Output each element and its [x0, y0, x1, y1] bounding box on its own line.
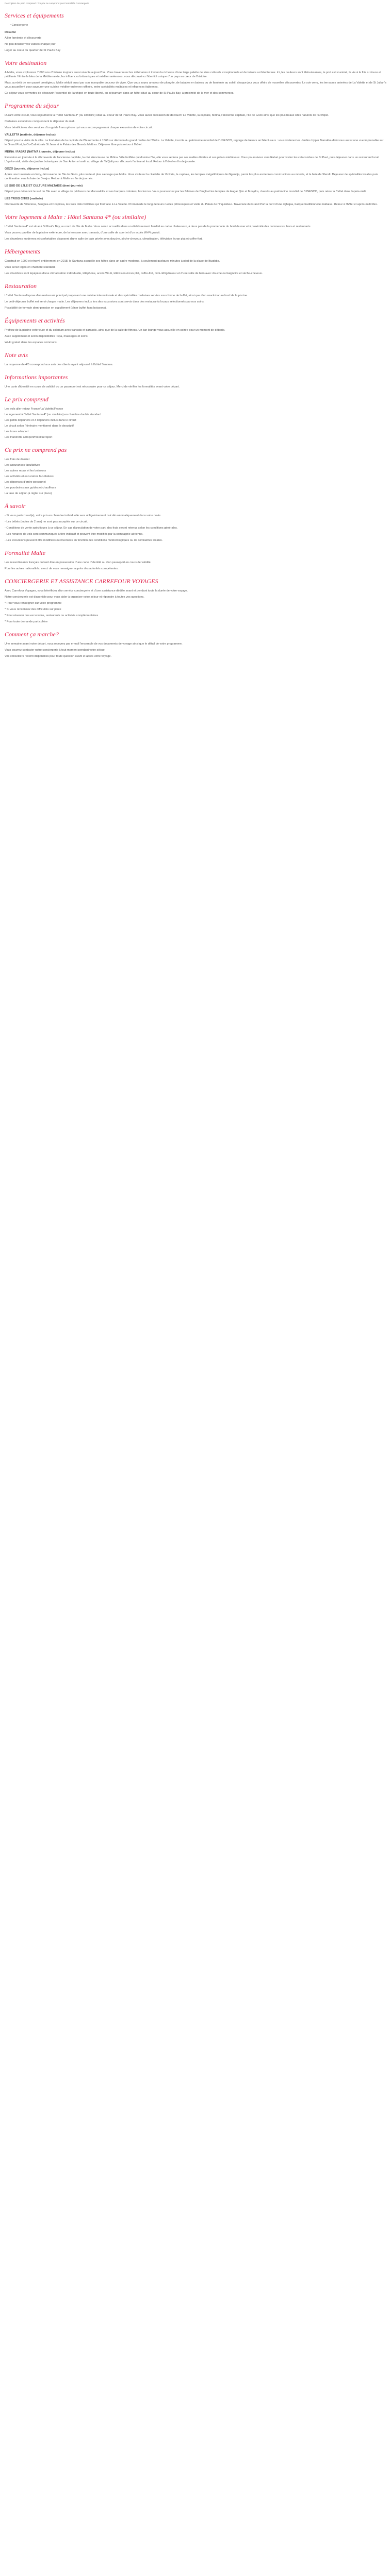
paragraph: Loger au coeur du quartier de St Paul's Bay — [5, 49, 61, 52]
know-section — [5, 503, 386, 543]
exclude-item: Les dépenses d'ordre personnel — [5, 481, 46, 484]
paragraph: L'hôtel Santana 4* est situé à St Paul's Bay, au nord de l'île de Malte. Vous serez accueillis dans un établissement familial au cadre chaleureux, à deux pas de la promenade du bord de mer et à proximité des commerces, bars et restaurants. — [5, 225, 312, 228]
know-paragraph: - Les excursions peuvent être modifiées ou inversées en fonction des conditions météorologiques ou de contraintes locales. — [5, 539, 163, 542]
day-text: Après une traversée en ferry, découverte de l'île de Gozo, plus verte et plus sauvage que Malte. Vous visiterez la citadelle de Victoria, la capitale, les temples mégalithiques de Ggantija, parmi les plus anciennes constructions au monde, et la baie de Xlendi. Déjeuner de spécialités locales puis continuation vers la baie de Dwejra. Retour à Malte en fin de journée. — [5, 173, 378, 180]
formalities-title: Formalité Malte — [5, 549, 45, 556]
paragraph: Le petit-déjeuner buffet est servi chaque matin. Les déjeuners inclus lors des excursions sont servis dans des restaurants locaux sélectionnés par nos soins. — [5, 300, 205, 303]
section-title: Hébergements — [5, 248, 40, 255]
price-includes — [5, 396, 386, 439]
page-content — [0, 0, 391, 667]
section-title: Restauration — [5, 282, 37, 290]
how-title: Comment ça marche? — [5, 631, 59, 638]
paragraph: A Malte, vous explorerez 7 000 ans d'histoire toujours aussi vivante aujourd'hui. Vous traverserez les millénaires à travers la richesse d'une large palette de sites culturels exceptionnels et de trésors architecturaux. Ici, les couleurs sont éblouissantes, le port est si animé, la vie à la fois si douce et pétillante ! Entre le bleu de la Méditerranée, les influences britanniques et méditerranéennes, vous découvrirez l'identité unique d'un pays au cœur de l'histoire. — [5, 71, 381, 78]
formalities-list — [5, 561, 386, 571]
exclude-item: La taxe de séjour (à régler sur place) — [5, 492, 52, 495]
include-item: Les vols aller-retour France/La Valette/France — [5, 408, 63, 411]
content-section — [5, 60, 386, 95]
how-list — [5, 642, 386, 658]
top-note: Description Du parc comprend / Ce prix ne comprend pas Formalités Conciergerie — [5, 2, 89, 5]
section-title: Votre destination — [5, 59, 47, 66]
content-section — [5, 103, 386, 207]
exclude-item: Les autres repas et les boissons — [5, 469, 46, 472]
paragraph: Ce séjour vous permettra de découvrir l'essentiel de l'archipel en toute liberté, en séjournant dans un hôtel situé au cœur de St Paul's Bay, à proximité de la mer et des commerces. — [5, 92, 234, 95]
paragraph: Wi-Fi gratuit dans les espaces communs. — [5, 341, 58, 344]
include-item: Les taxes aéroport — [5, 430, 29, 433]
exclude-item: Les activités et excursions facultatives — [5, 475, 54, 478]
section-title: Programme du séjour — [5, 102, 59, 109]
concierge-paragraph: Avec Carrefour Voyages, vous bénéficiez d'un service conciergerie et d'une assistance dédiée avant et pendant toute la durée de votre voyage. — [5, 589, 188, 592]
day-text: Départ pour la visite de la ville. La fondation de la capitale de l'île remonte à 1566 sur décision du grand maître de l'Ordre. La Valette, inscrite au patrimoine mondial de l'UNESCO, regorge de trésors architecturaux : vous visiterez les Jardins Upper Barrakka d'où vous aurez une vue imprenable sur le Grand Port, la Co-Cathédrale St Jean et le Palais des Grands Maîtres. Déjeuner libre puis retour à l'hôtel. — [5, 139, 384, 146]
day-text: Excursion en journée à la découverte de l'ancienne capitale, la cité silencieuse de Mdina. Ville fortifiée qui domine l'île, elle vous séduira par ses ruelles étroites et ses palais médiévaux. Vous poursuivrez vers Rabat pour visiter les catacombes de St Paul, puis déjeuner dans un restaurant local. L'après-midi, visite des jardins botaniques de San Anton et arrêt au village de Ta'Qali pour découvrir l'artisanat local. Retour à l'hôtel en fin de journée. — [5, 156, 380, 163]
paragraph: L'hôtel Santana dispose d'un restaurant principal proposant une cuisine internationale et des spécialités maltaises servies sous forme de buffet, ainsi que d'un snack-bar au bord de la piscine. — [5, 294, 248, 297]
paragraph: Vous pourrez profiter de la piscine extérieure, de la terrasse avec transats, d'une salle de sport et d'un accès Wi-Fi gratuit. — [5, 231, 160, 234]
day-heading: VALLETTA (matinée, déjeuner inclus) — [5, 133, 56, 137]
content-section — [5, 214, 386, 241]
day-heading: GOZO (journée, déjeuner inclus) — [5, 167, 50, 171]
concierge-paragraph: Notre conciergerie est disponible pour vous aider à organiser votre séjour et répondre à toutes vos questions. — [5, 596, 144, 599]
content-section — [5, 317, 386, 345]
content-section — [5, 352, 386, 367]
concierge-section — [5, 578, 386, 624]
paragraph: Les chambres modernes et confortables disposent d'une salle de bain privée avec douche, sèche-cheveux, climatisation, télévision écran plat et coffre-fort. — [5, 238, 203, 241]
bullet-item: • Conciergerie — [10, 23, 386, 27]
paragraph: Vous bénéficierez des services d'un guide francophone qui vous accompagnera à chaque excursion de votre circuit. — [5, 126, 153, 129]
paragraph: Certaines excursions comprennent le déjeuner du midi. — [5, 120, 75, 123]
concierge-paragraph: * Pour vous renseigner sur votre programme — [5, 602, 62, 605]
content-section — [5, 283, 386, 310]
paragraph: Les chambres sont équipées d'une climatisation individuelle, téléphone, accès Wi-Fi, télévision écran plat, coffre-fort, mini-réfrigérateur et d'une salle de bain avec douche ou baignoire et sèche-cheveux. — [5, 272, 263, 275]
include-item: Les transferts aéroport/hôtel/aéroport — [5, 436, 53, 439]
include-item: Le circuit selon l'itinéraire mentionné dans le descriptif — [5, 425, 74, 428]
know-paragraph: - Les horaires de vols sont communiqués à titre indicatif et peuvent être modifiés par la compagnie aérienne. — [5, 533, 143, 536]
paragraph: Avec supplément et selon disponibilités : spa, massages et soins. — [5, 335, 89, 338]
price-includes-list — [5, 407, 386, 439]
paragraph: Une carte d'identité en cours de validité ou un passeport est nécessaire pour ce séjour. Merci de vérifier les formalités avant votre départ. — [5, 385, 180, 388]
include-item: Les petits déjeuners et 3 déjeuners inclus dans le circuit — [5, 419, 76, 422]
price-excludes-list — [5, 457, 386, 496]
know-title: À savoir — [5, 502, 26, 510]
section-title: Services et équipements — [5, 12, 64, 19]
paragraph: La moyenne de 4/5 correspond aux avis des clients ayant séjourné à l'hôtel Santana. — [5, 363, 113, 366]
how-paragraph: Vous pourrez contacter notre conciergerie à tout moment pendant votre séjour. — [5, 649, 105, 652]
include-item: Le logement à l'hôtel Santana 4* (ou similaire) en chambre double standard — [5, 413, 102, 416]
paragraph: Durant votre circuit, vous séjournerez à l'hôtel Santana 4* (ou similaire) situé au coeur de St Paul's Bay. Vous aurez l'occasion de découvrir La Valette, la capitale, Mdina, l'ancienne capitale, l'île de Gozo ainsi que les plus beaux sites naturels de l'archipel. — [5, 114, 329, 117]
price-includes-title: Le prix comprend — [5, 396, 48, 403]
concierge-paragraph: * Pour toute demande particulière — [5, 620, 48, 623]
content-section — [5, 12, 386, 53]
formalities-section — [5, 550, 386, 571]
exclude-item: Les assurances facultatives — [5, 464, 40, 467]
day-text: Départ pour découvrir le sud de l'île avec le village de pêcheurs de Marsaxlokk et ses barques colorées, les luzzus. Vous poursuivrez par les falaises de Dingli et les temples de Hagar Qim et Mnajdra, classés au patrimoine mondial de l'UNESCO, puis retour à l'hôtel dans l'après-midi. — [5, 190, 367, 193]
content-section — [5, 374, 386, 389]
sections-container — [5, 12, 386, 389]
paragraph: Possibilité de formule demi-pension en supplément (dîner buffet hors boissons). — [5, 307, 107, 310]
how-paragraph: Vos conseillers restent disponibles pour toute question avant et après votre voyage. — [5, 655, 112, 658]
day-heading: LES TROIS CITÉS (matinée) — [5, 197, 43, 200]
know-paragraph: - Conditions de vente spécifiques à ce séjour. En cas d'annulation de votre part, des frais seront retenus selon les conditions générales. — [5, 527, 178, 530]
paragraph: Profitez de la piscine extérieure et du solarium avec transats et parasols, ainsi que de la salle de fitness. Un bar lounge vous accueille en soirée pour un moment de détente. — [5, 329, 225, 332]
exclude-item: Les frais de dossier — [5, 458, 30, 461]
paragraph: Allier farniente et découverte — [5, 37, 42, 40]
concierge-paragraph: * Pour réserver des excursions, restaurants ou activités complémentaires — [5, 614, 99, 617]
paragraph: Ne pas délaiser vos valises chaque jour — [5, 43, 56, 46]
paragraph: Vous serez logés en chambre standard. — [5, 266, 56, 269]
paragraph: Construit en 1990 et rénové entièrement en 2018, le Santana accueille ses hôtes dans un cadre moderne, à seulement quelques minutes à pied de la plage de Bugibba. — [5, 260, 220, 263]
section-title: Note avis — [5, 351, 28, 359]
exclude-item: Les pourboires aux guides et chauffeurs — [5, 486, 56, 489]
content-section — [5, 248, 386, 276]
formality-paragraph: Pour les autres nationalités, merci de vous renseigner auprès des autorités compétentes. — [5, 567, 119, 570]
how-paragraph: Une semaine avant votre départ, vous recevrez par e-mail l'ensemble de vos documents de voyage ainsi que le détail de votre programme. — [5, 642, 183, 646]
paragraph: Mais, au-delà de son passé prestigieux, Malte séduit aussi par son incroyable douceur de vivre. Que vous soyez amateur de plongée, de balades en bateau ou de farniente au soleil, chaque jour vous offrira de nouvelles découvertes. Le soir venu, les terrasses animées de La Valette et de St Julian's vous accueillent pour savourer une cuisine méditerranéenne raffinée, entre spécialités maltaises et influences italiennes. — [5, 81, 386, 89]
price-excludes-title: Ce prix ne comprend pas — [5, 446, 67, 453]
section-subtitle: Résumé — [5, 31, 16, 34]
formality-paragraph: Les ressortissants français doivent être en possession d'une carte d'identité ou d'un passeport en cours de validité. — [5, 561, 152, 564]
know-paragraph: - Les bébés (moins de 2 ans) ne sont pas acceptés sur ce circuit. — [5, 520, 88, 523]
concierge-paragraph: * Si vous rencontrez des difficultés sur place — [5, 608, 61, 611]
concierge-title: CONCIERGERIE ET ASSISTANCE CARREFOUR VOYAGES — [5, 578, 158, 585]
section-title: Équipements et activités — [5, 317, 65, 324]
concierge-list — [5, 589, 386, 624]
know-paragraph: - Si vous partez seul(e), votre prix en chambre individuelle sera obligatoirement calculé automatiquement dans votre devis. — [5, 514, 161, 517]
day-heading: LE SUD DE L'ÎLE ET CULTURE MALTAISE (demi-journée) — [5, 184, 83, 188]
price-excludes — [5, 447, 386, 496]
section-title: Informations importantes — [5, 374, 68, 381]
know-list — [5, 514, 386, 543]
day-heading: MDINA / RABAT (NATIVA / journée, déjeuner inclus) — [5, 150, 75, 154]
how-section — [5, 631, 386, 658]
section-title: Votre logement à Malte : Hôtel Santana 4* (ou similaire) — [5, 213, 146, 221]
day-text: Découverte de Vittoriosa, Senglea et Cospicua, les trois cités fortifiées qui font face à La Valette. Promenade le long de leurs ruelles pittoresques et visite du Palais de l'Inquisiteur. Traversée du Grand Port à bord d'une dghajsa, barque traditionnelle maltaise. Retour à l'hôtel et après-midi libre. — [5, 203, 378, 206]
